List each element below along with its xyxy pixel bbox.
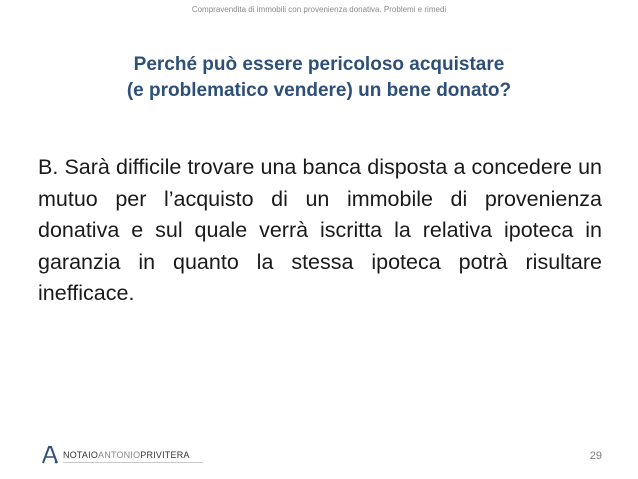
logo-wordmark-notaio: NOTAIO	[63, 450, 99, 460]
page-number: 29	[589, 450, 602, 462]
footer-logo	[40, 444, 190, 466]
body-paragraph: B. Sarà difficile trovare una banca disposta a concedere un mutuo per l’acquisto di un immobile di provenienza donativa e sul quale verrà iscritta la relativa ipoteca in garanzia in quanto la stessa ipoteca potrà risultare inefficace.	[38, 155, 602, 305]
slide-title	[0, 52, 638, 104]
header-caption: Compravendita di immobili con provenienza donativa. Problemi e rimedi	[191, 5, 447, 14]
slide-title-line-1: Perché può essere pericoloso acquistare	[133, 54, 505, 75]
logo-wordmark-privitera: PRIVITERA	[140, 450, 190, 460]
notary-logo-icon	[40, 445, 60, 465]
logo-divider	[63, 462, 203, 463]
logo-wordmark	[63, 450, 190, 460]
slide-title-line-2: (e problematico vendere) un bene donato?	[126, 80, 512, 101]
logo-wordmark-antonio: ANTONIO	[98, 450, 141, 460]
